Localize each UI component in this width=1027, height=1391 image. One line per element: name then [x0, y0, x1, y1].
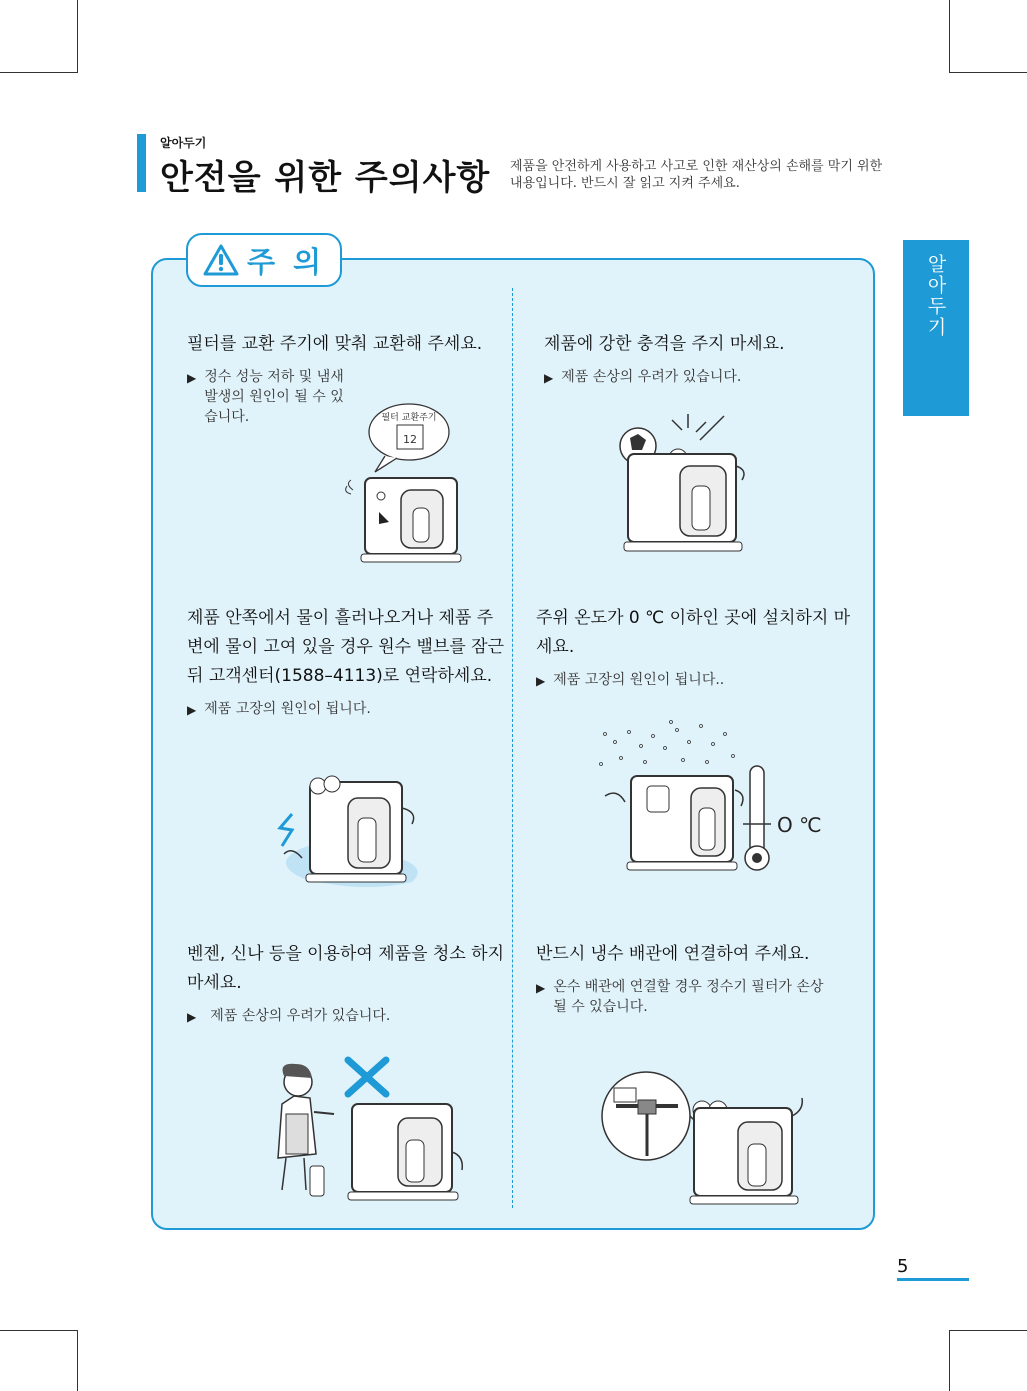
item-heading: 벤젠, 신나 등을 이용하여 제품을 청소 하지 마세요. — [187, 944, 505, 993]
bullet-triangle-icon: ▶ — [536, 981, 546, 995]
warning-triangle-icon — [203, 244, 239, 276]
item-note: 제품 고장의 원인이 됩니다.. — [553, 672, 725, 688]
item-note: 온수 배관에 연결할 경우 정수기 필터가 손상될 수 있습니다. — [553, 979, 824, 1015]
item-note: 제품 손상의 우려가 있습니다. — [561, 369, 742, 385]
bullet-triangle-icon: ▶ — [187, 1010, 197, 1024]
filter-bubble-label: 필터 교환주기 — [381, 413, 437, 423]
intro-text: 제품을 안전하게 사용하고 사고로 인한 재산상의 손해를 막기 위한 내용입니다. 반드시 잘 읽고 지켜 주세요. — [510, 159, 883, 191]
caution-text: 주 의 — [246, 244, 326, 279]
cold-temperature-illustration — [595, 718, 825, 878]
item-note: 제품 고장의 원인이 됩니다. — [204, 701, 371, 717]
cold-pipe-illustration — [598, 1070, 808, 1210]
section-eyebrow: 알아두기 — [160, 136, 207, 150]
caution-item-impact — [544, 330, 854, 388]
solvent-cleaning-illustration — [258, 1054, 478, 1204]
crop-mark — [949, 1330, 950, 1391]
item-heading: 필터를 교환 주기에 맞춰 교환해 주세요. — [187, 334, 483, 354]
crop-mark — [77, 0, 78, 72]
item-heading: 주위 온도가 0 ℃ 이하인 곳에 설치하지 마세요. — [536, 608, 851, 657]
crop-mark — [0, 1330, 78, 1331]
bullet-triangle-icon: ▶ — [187, 703, 197, 717]
thermometer-icon — [743, 766, 771, 870]
bullet-triangle-icon: ▶ — [536, 674, 546, 688]
leak-illustration — [262, 768, 432, 893]
crop-mark — [949, 0, 950, 72]
caution-label — [186, 233, 342, 287]
title-accent-bar — [137, 134, 146, 192]
bullet-triangle-icon: ▶ — [187, 371, 197, 385]
bullet-triangle-icon: ▶ — [544, 371, 554, 385]
item-note: 정수 성능 저하 및 냄새 발생의 원인이 될 수 있습니다. — [204, 369, 344, 425]
item-heading: 제품에 강한 충격을 주지 마세요. — [544, 334, 785, 354]
column-divider — [512, 288, 513, 1208]
item-heading: 제품 안쪽에서 물이 흘러나오거나 제품 주변에 물이 고여 있을 경우 원수 밸브를 잠근 뒤 고객센터(1588–4113)로 연락하세요. — [187, 608, 505, 686]
caution-item-leak — [187, 604, 505, 720]
snow-dots-icon — [600, 721, 735, 766]
impact-illustration — [612, 410, 752, 555]
item-note: 제품 손상의 우려가 있습니다. — [210, 1008, 391, 1024]
crop-mark — [949, 1330, 1027, 1331]
cross-icon — [348, 1060, 386, 1094]
crop-mark — [0, 72, 78, 73]
caution-item-solvent — [187, 940, 505, 1027]
page-title: 안전을 위한 주의사항 — [160, 158, 491, 198]
caution-item-temperature — [536, 604, 854, 691]
page-number-rule — [897, 1278, 969, 1281]
page-number: 5 — [897, 1256, 909, 1277]
side-tab: 알아두기 — [903, 240, 969, 416]
thermometer-label: O ℃ — [777, 813, 822, 837]
calendar-day: 12 — [403, 433, 417, 446]
crop-mark — [77, 1330, 78, 1391]
item-heading: 반드시 냉수 배관에 연결하여 주세요. — [536, 944, 810, 964]
crop-mark — [949, 72, 1027, 73]
filter-replacement-illustration — [345, 400, 470, 565]
caution-item-cold-pipe — [536, 940, 854, 1017]
